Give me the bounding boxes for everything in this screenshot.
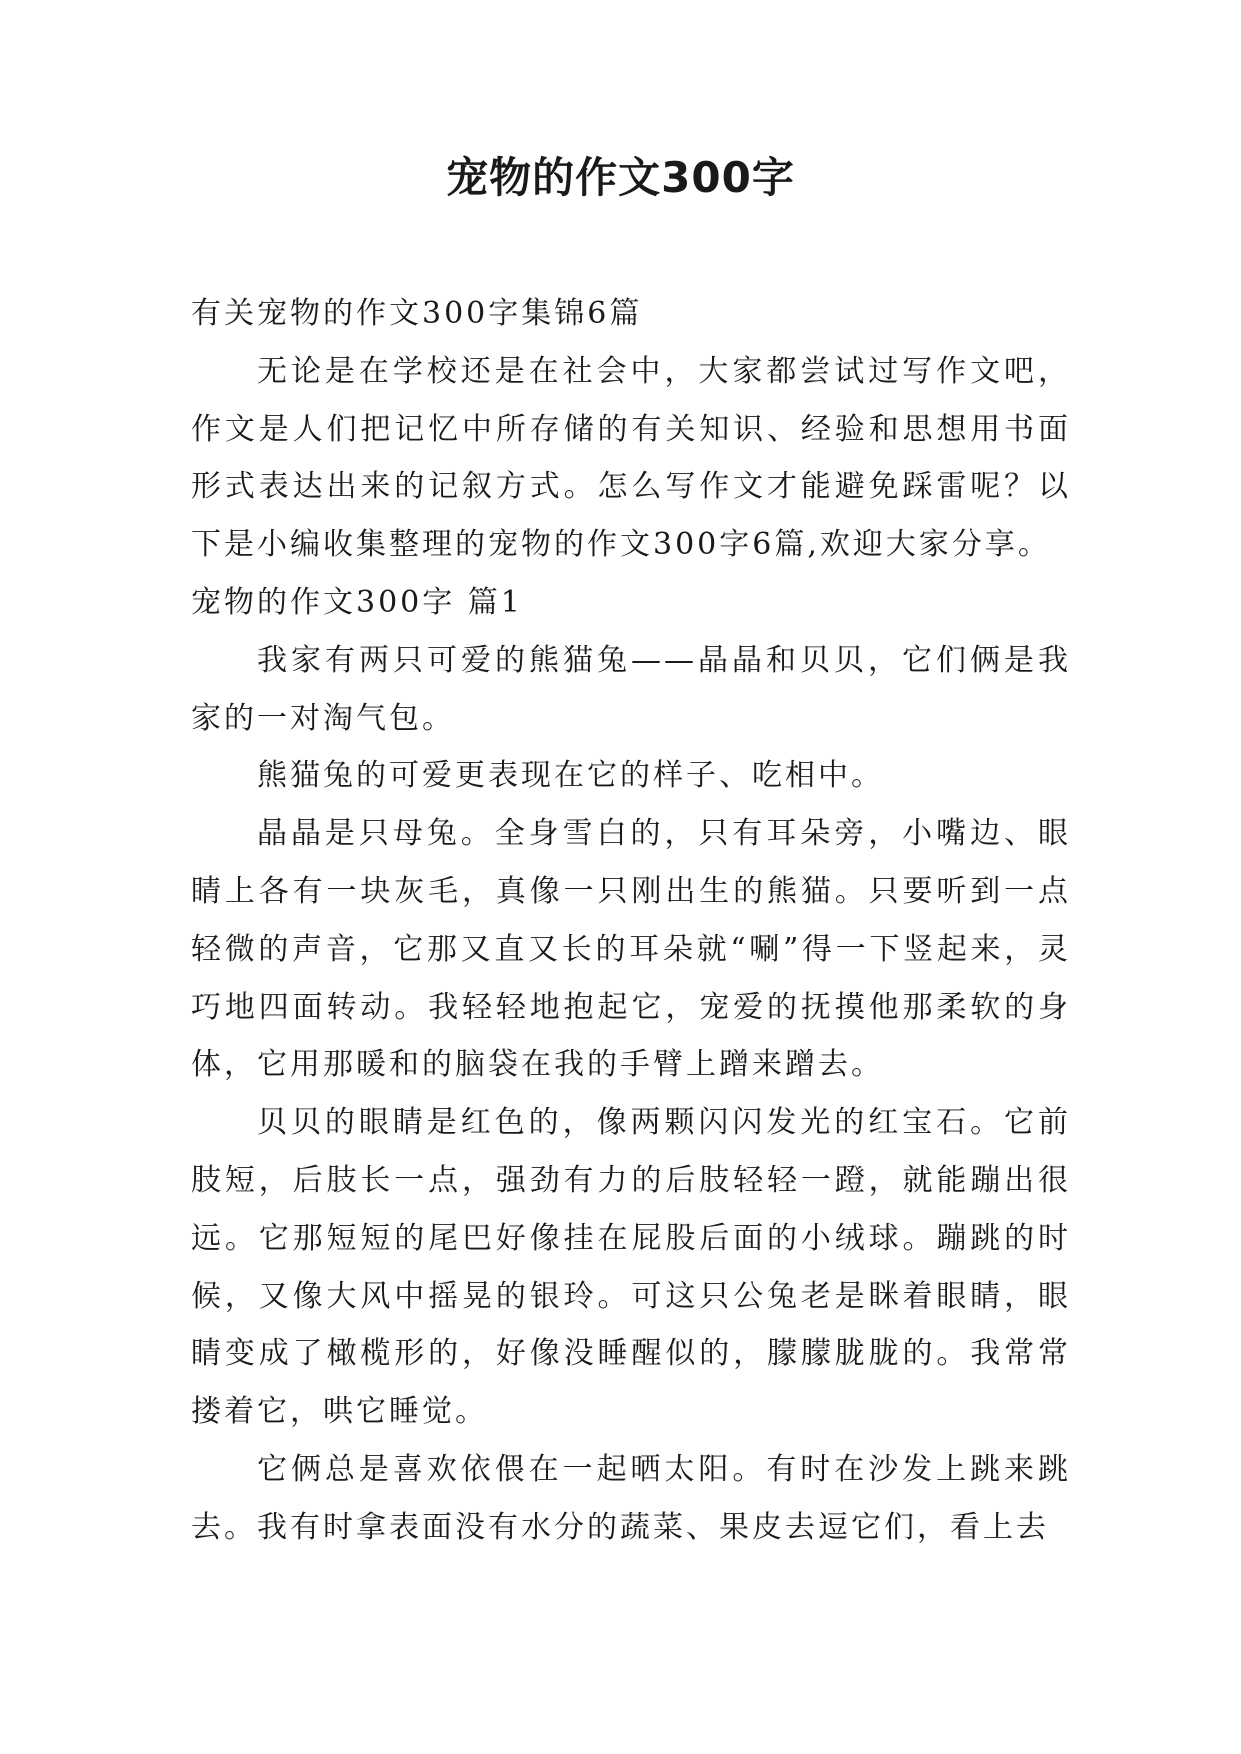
body-paragraph: 贝贝的眼睛是红色的，像两颗闪闪发光的红宝石。它前肢短，后肢长一点，强劲有力的后肢轻轻一蹬，就能蹦出很远。它那短短的尾巴好像挂在屁股后面的小绒球。蹦跳的时候，又像大风中摇晃的银玲。可这只公兔老是眯着眼睛，眼睛变成了橄榄形的，好像没睡醒似的，朦朦胧胧的。我常常搂着它，哄它睡觉。: [191, 1105, 1071, 1430]
intro-paragraph: 无论是在学校还是在社会中，大家都尝试过写作文吧，作文是人们把记忆中所存储的有关知识、经验和思想用书面形式表达出来的记叙方式。怎么写作文才能避免踩雷呢？以下是小编收集整理的宠物的作文300字6篇,欢迎大家分享。: [191, 353, 1071, 563]
body-paragraph: 它俩总是喜欢依偎在一起晒太阳。有时在沙发上跳来跳去。我有时拿表面没有水分的蔬菜、果皮去逗它们，看上去: [191, 1451, 1071, 1545]
body-paragraph: 我家有两只可爱的熊猫兔——晶晶和贝贝，它们俩是我家的一对淘气包。: [191, 642, 1071, 736]
document-body: [191, 285, 1071, 1557]
body-paragraph: 熊猫兔的可爱更表现在它的样子、吃相中。: [257, 758, 884, 794]
document-subtitle: 有关宠物的作文300字集锦6篇: [191, 296, 643, 331]
document-title: 宠物的作文300字: [446, 153, 795, 202]
section-heading: 宠物的作文300字 篇1: [191, 584, 523, 620]
body-paragraph: 晶晶是只母兔。全身雪白的，只有耳朵旁，小嘴边、眼睛上各有一块灰毛，真像一只刚出生的熊猫。只要听到一点轻微的声音，它那又直又长的耳朵就“唰”得一下竖起来，灵巧地四面转动。我轻轻地抱起它，宠爱的抚摸他那柔软的身体，它用那暖和的脑袋在我的手臂上蹭来蹭去。: [191, 816, 1071, 1083]
